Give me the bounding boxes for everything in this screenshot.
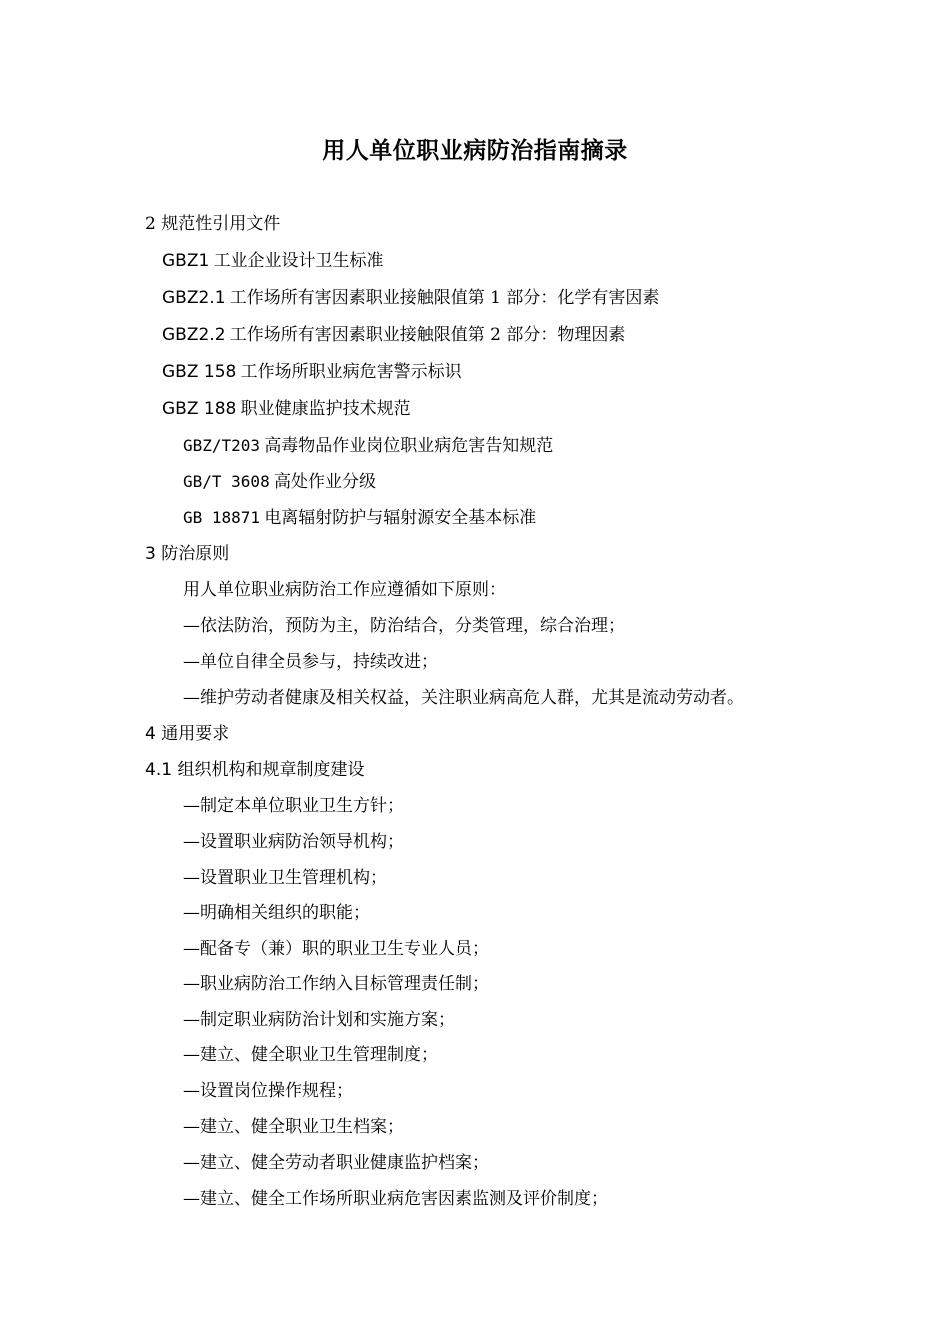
- requirement-item: —明确相关组织的职能；: [183, 903, 370, 923]
- reference-title: 电离辐射防护与辐射源安全基本标准: [264, 508, 537, 528]
- reference-code: GBZ/T203: [183, 436, 261, 455]
- requirement-item: —设置岗位操作规程；: [183, 1081, 353, 1101]
- reference-code: GB/T 3608: [183, 472, 270, 491]
- reference-item: [183, 434, 553, 458]
- section-4-heading: 4 通用要求: [145, 724, 230, 744]
- reference-code: GBZ2.1: [162, 288, 226, 308]
- reference-title: 工业企业设计卫生标准: [213, 251, 384, 271]
- requirement-item: —制定本单位职业卫生方针；: [183, 796, 404, 816]
- section-3-heading: 3 防治原则: [145, 544, 230, 564]
- requirement-item: —设置职业卫生管理机构；: [183, 868, 387, 888]
- reference-title: 高毒物品作业岗位职业病危害告知规范: [264, 436, 554, 456]
- requirement-item: —建立、健全工作场所职业病危害因素监测及评价制度；: [183, 1189, 608, 1209]
- reference-item: [162, 360, 462, 384]
- reference-title: 工作场所职业病危害警示标识: [240, 362, 462, 382]
- reference-title: 工作场所有害因素职业接触限值第 1 部分：化学有害因素: [229, 288, 660, 308]
- reference-title: 工作场所有害因素职业接触限值第 2 部分：物理因素: [229, 325, 626, 345]
- reference-item: [162, 249, 384, 273]
- requirement-item: —建立、健全职业卫生管理制度；: [183, 1045, 438, 1065]
- principle-item: —单位自律全员参与，持续改进；: [183, 652, 438, 672]
- reference-title: 高处作业分级: [273, 472, 376, 492]
- section-3-intro: 用人单位职业病防治工作应遵循如下原则：: [183, 580, 506, 600]
- reference-code: GBZ2.2: [162, 325, 226, 345]
- reference-item: [162, 323, 625, 347]
- requirement-item: —制定职业病防治计划和实施方案；: [183, 1010, 455, 1030]
- requirement-item: —职业病防治工作纳入目标管理责任制；: [183, 974, 489, 994]
- requirement-item: —设置职业病防治领导机构；: [183, 832, 404, 852]
- section-4-1-heading: 4.1 组织机构和规章制度建设: [145, 760, 365, 780]
- reference-title: 职业健康监护技术规范: [240, 399, 411, 419]
- reference-code: GBZ1: [162, 251, 210, 271]
- reference-code: GB 18871: [183, 508, 261, 527]
- principle-item: —维护劳动者健康及相关权益，关注职业病高危人群，尤其是流动劳动者。: [183, 688, 744, 708]
- document-title: 用人单位职业病防治指南摘录: [322, 138, 628, 164]
- reference-item: [162, 397, 411, 421]
- reference-item: [183, 506, 536, 530]
- requirement-item: —配备专（兼）职的职业卫生专业人员；: [183, 939, 489, 959]
- section-2-heading: 2 规范性引用文件: [145, 214, 281, 234]
- reference-item: [183, 470, 376, 494]
- requirement-item: —建立、健全劳动者职业健康监护档案；: [183, 1153, 489, 1173]
- requirement-item: —建立、健全职业卫生档案；: [183, 1117, 404, 1137]
- reference-code: GBZ 188: [162, 399, 237, 419]
- reference-code: GBZ 158: [162, 362, 237, 382]
- reference-item: [162, 286, 659, 310]
- principle-item: —依法防治，预防为主，防治结合，分类管理，综合治理；: [183, 616, 625, 636]
